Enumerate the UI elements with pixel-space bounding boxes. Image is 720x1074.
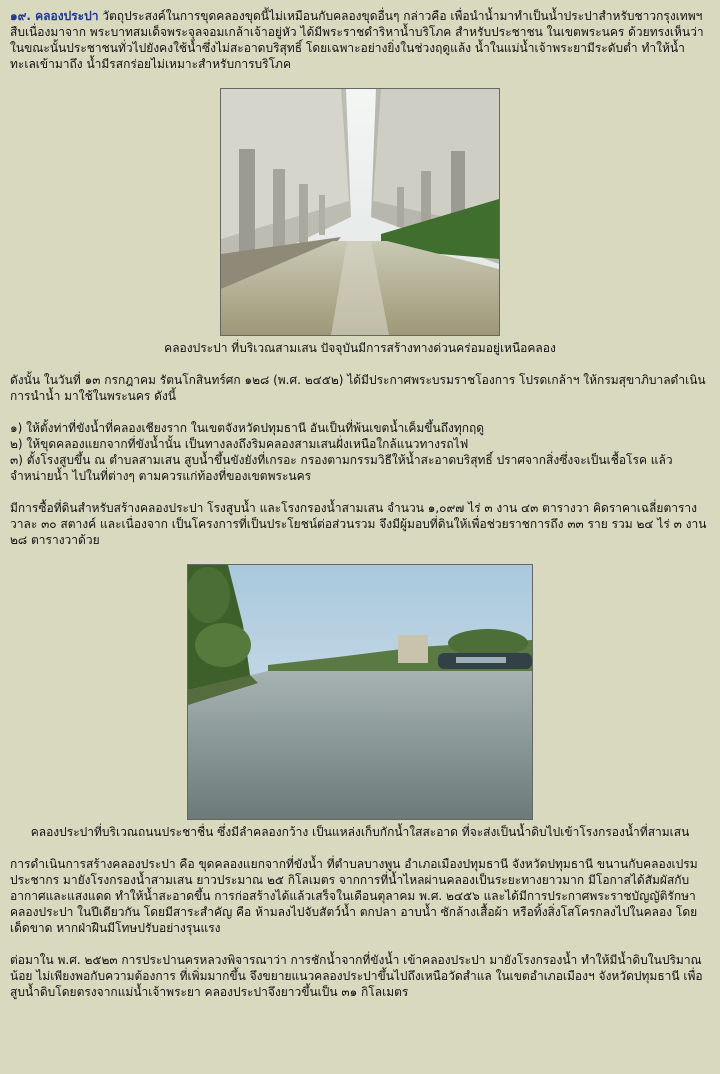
intro-text: วัตถุประสงค์ในการขุดคลองขุดนี้ไม่เหมือนกับคลองขุดอื่นๆ กล่าวคือ เพื่อนำน้ำมาทำเป็นน้ำประปาสำหรับชาวกรุงเทพฯ สืบเนื่องมาจาก พระบาทสมเด็จพระจุลจอมเกล้าเจ้าอยู่หัว ได้มีพระราชดำริหาน้ำบริโภค สำหรับประชาชน ในเขตพระนคร ด้วยทรงเห็นว่า ในขณะนั้นประชาชนทั่วไปยังคงใช้น้ำซึ่งไม่สะอาดบริสุทธิ์ โดยเฉพาะอย่างยิ่งในช่วงฤดูแล้ง น้ำในแม่น้ำเจ้าพระยามีระดับต่ำ ทำให้น้ำทะเลเข้ามาถึง น้ำมีรสกร่อยไม่เหมาะสำหรับการบริโภค xyxy=(10,9,704,71)
announcement-paragraph: ดังนั้น ในวันที่ ๑๓ กรกฎาคม รัตนโกสินทร์ศก ๑๒๘ (พ.ศ. ๒๔๕๒) ได้มีประกาศพระบรมราชโองการ โปรดเกล้าฯ ให้กรมสุขาภิบาลดำเนินการนำน้ำ มาใช้ในพระนคร ดังนี้ xyxy=(10,373,706,403)
figure2-caption: คลองประปาที่บริเวณถนนประชาชื่น ซึ่งมีลำคลองกว้าง เป็นแหล่งเก็บกักน้ำใสสะอาด ที่จะส่งเป็นน้ำดิบไปเข้าโรงกรองน้ำที่สามเสน xyxy=(30,825,690,839)
figure-prachachuen-canal xyxy=(10,564,710,840)
orders-list xyxy=(10,420,710,484)
list-item: ๒) ให้ขุดคลองแยกจากที่ขังน้ำนั้น เป็นทางลงถึงริมคลองสามเสนฝั่งเหนือใกล้แนวทางรถไฟ xyxy=(10,437,469,451)
list-item: ๓) ตั้งโรงสูบขึ้น ณ ตำบลสามเสน สูบน้ำขึ้นขังยังที่เกรอะ กรองตามกรรมวิธีให้น้ำสะอาดบริสุทธิ์ ปราศจากสิ่งซึ่งจะเป็นเชื้อโรค แล้วจำหน่ายน้ำ ไปในที่ต่างๆ ตามควรแก่ท้องที่ของเขตพระนคร xyxy=(10,453,673,483)
intro-paragraph xyxy=(10,8,710,72)
figure-expressway-canal xyxy=(10,88,710,356)
land-paragraph: มีการซื้อที่ดินสำหรับสร้างคลองประปา โรงสูบน้ำ และโรงกรองน้ำสามเสน จำนวน ๑,๐๙๗ ไร่ ๓ งาน ๔๓ ตารางวา คิดราคาเฉลี่ยตารางวาละ ๓๐ สตางค์ และเนื่องจาก เป็นโครงการที่เป็นประโยชน์ต่อส่วนรวม จึงมีผู้มอบที่ดินให้เพื่อช่วยราชการถึง ๓๓ ราย รวม ๒๔ ไร่ ๓ งาน ๒๘ ตารางวาด้วย xyxy=(10,501,707,547)
extension-paragraph: ต่อมาใน พ.ศ. ๒๕๒๓ การประปานครหลวงพิจารณาว่า การชักน้ำจากที่ขังน้ำ เข้าคลองประปา มายังโรงกรองน้ำ ทำให้มีน้ำดิบในปริมาณน้อย ไม่เพียงพอกับความต้องการ ที่เพิ่มมากขึ้น จึงขยายแนวคลองประปาขึ้นไปถึงเหนือวัดสำแล ในเขตอำเภอเมืองฯ จังหวัดปทุมธานี เพื่อสูบน้ำดิบโดยตรงจากแม่น้ำเจ้าพระยา คลองประปาจึงยาวขึ้นเป็น ๓๑ กิโลเมตร xyxy=(10,953,703,999)
section-heading: ๑๙. คลองประปา xyxy=(10,9,99,23)
construction-paragraph: การดำเนินการสร้างคลองประปา คือ ขุดคลองแยกจากที่ขังน้ำ ที่ตำบลบางพูน อำเภอเมืองปทุมธานี จังหวัดปทุมธานี ขนานกับคลองเปรมประชากร มายังโรงกรองน้ำสามเสน ยาวประมาณ ๒๕ กิโลเมตร จากการที่น้ำไหลผ่านคลองเป็นระยะทางยาวมาก มีโอกาสได้สัมผัสกับอากาศและแสงแดด ทำให้น้ำสะอาดขึ้น การก่อสร้างได้แล้วเสร็จในเดือนตุลาคม พ.ศ. ๒๔๕๖ และได้มีการประกาศพระราชบัญญัติรักษาคลองประปา ในปีเดียวกัน โดยมีสาระสำคัญ คือ ห้ามลงไปจับสัตว์น้ำ ตกปลา อาบน้ำ ซักล้างเสื้อผ้า หรือทิ้งสิ่งโสโครกลงไปในคลอง โดยเด็ดขาด หากฝ่าฝืนมีโทษปรับอย่างรุนแรง xyxy=(10,857,698,935)
list-item: ๑) ให้ตั้งท่าที่ขังน้ำที่คลองเชียงราก ในเขตจังหวัดปทุมธานี อันเป็นที่พ้นเขตน้ำเค็มขึ้นถึงทุกฤดู xyxy=(10,421,485,435)
photo-wide-canal xyxy=(187,564,533,820)
figure1-caption: คลองประปา ที่บริเวณสามเสน ปัจจุบันมีการสร้างทางด่วนคร่อมอยู่เหนือคลอง xyxy=(164,341,556,355)
photo-expressway-over-canal xyxy=(220,88,500,336)
